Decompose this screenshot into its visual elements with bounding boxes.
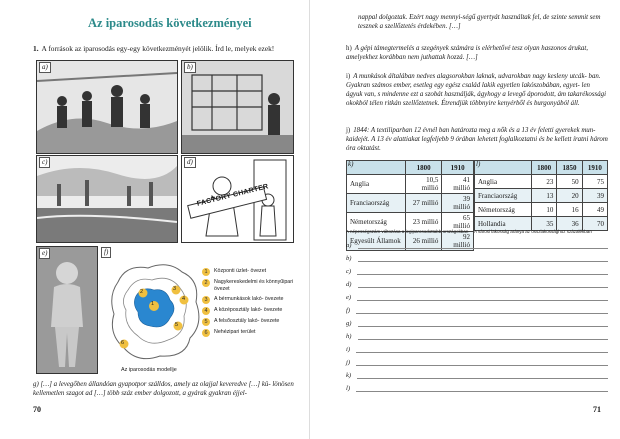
child-photo-icon [37,247,97,373]
map-number-2: 2 [140,289,144,295]
answer-label: h) [346,333,352,340]
table-cell: 10 [532,203,557,217]
source-h [346,44,608,62]
table-cell: 36 [557,217,582,231]
table-cell: Egyesült Államok [347,232,406,251]
legend-number: 1 [202,268,210,276]
legend-number: 3 [202,296,210,304]
answer-line-d[interactable] [346,280,608,288]
table-k-label: k) [348,160,354,168]
table-cell: 16 [557,203,582,217]
answer-line-j[interactable] [346,358,608,366]
page-number-right: 71 [593,405,601,414]
answer-label: d) [346,281,352,288]
answer-field[interactable] [358,319,609,327]
table-cell: 39 millió [442,194,474,213]
table-cell: Franciaország [347,194,406,213]
legend-text: A felsőosztály lakó- övezete [214,317,280,324]
table-header-cell: 1800 [532,161,557,175]
source-g-continuation: nappal dolgoztak. Ezért nagy mennyi-ségű gyertyát használtak fel, de szinte semmit sem tesznek a szellőztetés érdekében. […] [358,14,601,30]
source-g-text: g) […] a levegőben állandóan gyapotpor szálldos, amely az olajjal keveredve […] kü- lönösen kellemetlen szagot ad […] több száz ember dolgozott, a gyárak gyakran éjjel- [33,381,294,397]
source-j [346,126,608,153]
answer-line-i[interactable] [346,345,608,353]
weaving-loom-icon [182,61,293,153]
table-cell: 75 [582,175,607,189]
table-cell: 49 [582,203,607,217]
table-header-cell: 1910 [442,161,474,175]
table-l-label: l) [476,160,481,168]
answer-field[interactable] [358,280,609,288]
picture-a-illustration [36,60,178,154]
source-j-text: 1844: A textiliparban 12 évnél ban határozta meg a nők és a 13 év feletti gyerekek mun- kaidejét. A 13 év alattiakat legfeljebb 9 órában lehetett foglalkoztatni és be kellett íratni három óra oktatást. [346,127,608,152]
table-cell: Franciaország [475,189,532,203]
answer-field[interactable] [358,332,609,340]
table-header-row [347,161,474,175]
page-number-left: 70 [33,405,41,414]
answer-field[interactable] [357,371,608,379]
source-i [346,72,608,108]
answer-field[interactable] [356,358,608,366]
legend-item [202,279,307,292]
table-cell: 70 [582,217,607,231]
table-k-caption: A népességszám változása a legiparosodottabb országokban [346,229,469,234]
answer-label: c) [346,268,352,275]
table-cell: 65 millió [442,213,474,232]
table-cell: 39 [582,189,607,203]
table-l-caption: A városi lakosság aránya az összlakossághoz százalékban [474,229,592,234]
picture-d-illustration [181,155,294,243]
table-cell: Németország [347,213,406,232]
answer-label: g) [346,320,352,327]
picture-e-illustration [36,246,98,374]
page-title: Az iparosodás következményei [88,16,252,30]
task-instruction [33,44,274,53]
picture-b-label: b) [184,62,196,73]
source-j-key: j) [346,127,351,134]
population-table [346,160,474,251]
task-number: 1. [33,44,39,53]
answer-label: j) [346,359,351,366]
table-cell: 23 [532,175,557,189]
map-number-5: 5 [175,322,179,328]
table-row [347,194,474,213]
answer-line-l[interactable] [346,384,608,392]
table-row [475,189,608,203]
answer-field[interactable] [356,306,608,314]
factory-charter-cartoon-icon [182,156,293,242]
legend-text: Nagykereskedelmi és könnyűipari övezet [214,279,294,292]
answer-field[interactable] [356,384,608,392]
table-header-cell [347,161,406,175]
table-cell: Anglia [347,175,406,194]
answer-label: l) [346,385,351,392]
answer-field[interactable] [358,241,609,249]
table-cell: 92 millió [442,232,474,251]
map-number-4: 4 [182,296,186,302]
answer-label: i) [346,346,351,353]
table-cell: 23 millió [406,213,442,232]
answer-label: e) [346,294,352,301]
table-cell: 10,5 millió [406,175,442,194]
table-cell: Anglia [475,175,532,189]
answer-field[interactable] [358,254,609,262]
answer-line-a[interactable] [346,241,608,249]
picture-b-illustration [181,60,294,154]
answer-line-h[interactable] [346,332,608,340]
source-h-key: h) [346,45,352,52]
table-cell: 27 millió [406,194,442,213]
picture-c-label: c) [39,157,50,168]
map-legend [202,268,307,340]
answer-label: b) [346,255,352,262]
picture-e-label: e) [39,248,50,259]
legend-item [202,268,307,276]
crowd-engraving-icon [37,61,177,153]
answer-label: f) [346,307,351,314]
table-cell: Németország [475,203,532,217]
table-cell: 26 millió [406,232,442,251]
legend-number: 2 [202,279,210,287]
table-cell: 50 [557,175,582,189]
legend-text: Nehézipari terület [214,329,256,336]
answer-label: a) [346,242,352,249]
map-caption: Az iparosodás modellje [121,367,177,373]
answer-line-c[interactable] [346,267,608,275]
legend-number: 6 [202,329,210,337]
picture-a-label: a) [39,62,51,73]
picture-c-illustration [36,155,178,243]
table-cell: 13 [532,189,557,203]
legend-text: A középosztály lakó- övezete [214,306,283,313]
table-header-cell: 1850 [557,161,582,175]
map-number-3: 3 [173,286,177,292]
legend-number: 4 [202,307,210,315]
task-text: A források az iparosodás egy-egy következményét jelölik. Írd le, melyek ezek! [41,44,275,53]
legend-text: Központi üzlet- övezet [214,268,267,274]
table-header-cell: 1800 [406,161,442,175]
table-header-row [475,161,608,175]
banner-text: FACTORY CHARTER [196,183,270,208]
urban-population-table [474,160,608,231]
industrial-landscape-icon [37,156,177,242]
right-page [310,0,620,439]
answer-line-e[interactable] [346,293,608,301]
answer-line-k[interactable] [346,371,608,379]
table-header-cell: 1910 [582,161,607,175]
answer-field[interactable] [356,345,608,353]
picture-f-label: f) [101,247,111,258]
answer-field[interactable] [357,267,608,275]
answer-line-g[interactable] [346,319,608,327]
table-cell: 35 [532,217,557,231]
city-zone-map-icon [108,260,204,364]
source-h-text: A gépi támegtermelés a szegények számára is elérhetővé tesz olyan haszonos árukat, amelyekhez korábban nem juthattak hozzá. […] [346,45,588,61]
picture-d-label: d) [184,157,196,168]
table-cell: 20 [557,189,582,203]
answer-line-f[interactable] [346,306,608,314]
legend-item [202,307,307,315]
answer-line-b[interactable] [346,254,608,262]
source-i-text: A munkások általában nedves alagsorokban laknak, udvarokban nagy kesleny utcák- ban. Gyakran számos ember, esetleg egy egész család lakik egyetlen lakószobában, egyet- len ágyuk van, s mindenne ezt a szobát használják, ágyhogy a levegő áporodott, ám takarékossági okokból télen ritkán szellőztetnek. Étrendjük többnyire kenyérből és burgonyából áll. [346,73,607,107]
table-row [475,175,608,189]
table-cell: Hollandia [475,217,532,231]
legend-number: 5 [202,318,210,326]
legend-text: A bérmunkások lakó- övezete [214,295,284,302]
table-row [347,175,474,194]
legend-item [202,296,307,304]
legend-item [202,329,307,337]
answer-field[interactable] [357,293,608,301]
map-number-1: 1 [151,301,155,307]
answer-label: k) [346,372,352,379]
table-row [475,203,608,217]
table-cell: 41 millió [442,175,474,194]
source-i-key: i) [346,73,351,80]
map-number-6: 6 [121,340,125,346]
table-header-cell [475,161,532,175]
legend-item [202,318,307,326]
